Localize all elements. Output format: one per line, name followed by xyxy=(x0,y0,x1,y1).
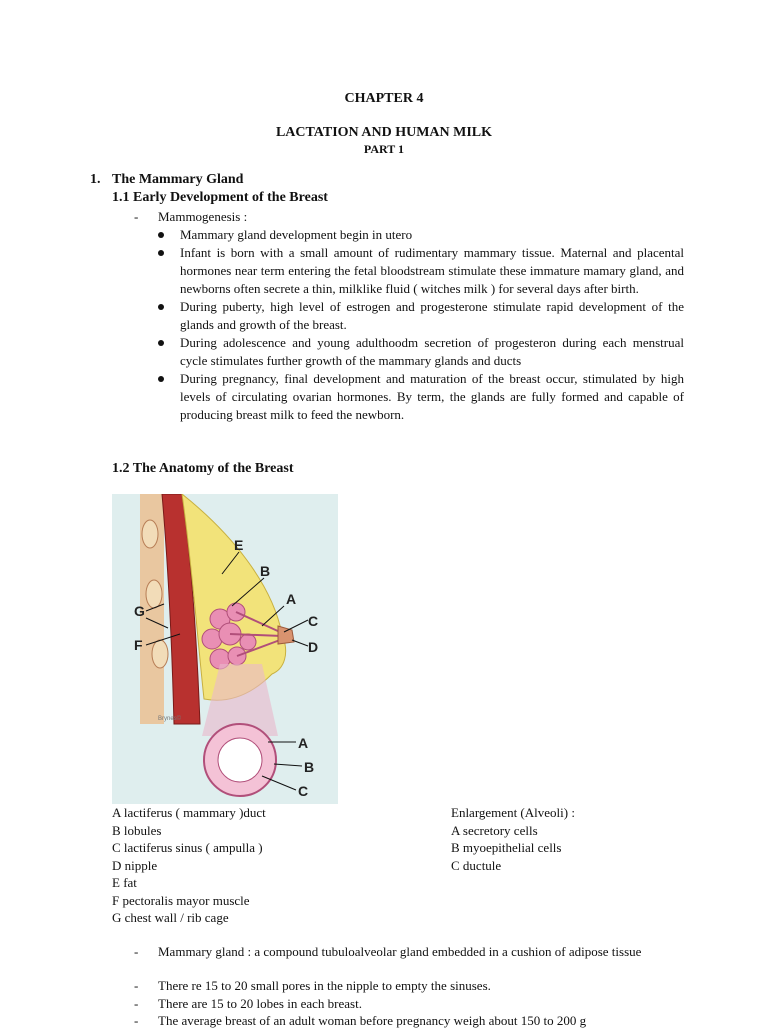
legend-item: C lactiferus sinus ( ampulla ) xyxy=(112,840,263,855)
legend-item: D nipple xyxy=(112,857,158,873)
bullet-text: During puberty, high level of estrogen and progesterone stimulate rapid development of the glands and growth of the breast. xyxy=(180,299,684,332)
figure-label-b: B xyxy=(260,563,271,579)
breast-anatomy-illustration xyxy=(112,494,338,804)
figure-label-a: A xyxy=(286,591,297,607)
bullet-item xyxy=(156,370,684,424)
section-1-heading xyxy=(90,172,243,188)
figure-legend-right xyxy=(451,804,575,874)
rib-bone xyxy=(142,520,158,548)
bullet-text: During pregnancy, final development and maturation of the breast occur, stimulated by high levels of circulating ovarian hormones. By term, the glands are fully formed and capable of producing breast milk to feed the newborn. xyxy=(180,371,684,422)
bullet-item xyxy=(156,334,684,370)
figure-label-alveoli-c: C xyxy=(298,783,309,799)
legend-item: C ductule xyxy=(451,857,502,873)
bullet-dot-icon xyxy=(158,340,164,346)
note-item xyxy=(134,943,682,961)
bullet-text: Infant is born with a small amount of rudimentary mammary tissue. Maternal and placental hormones near term entering the fetal bloodstream stimulate these immature mamary gland, and newborns often secrete a thin, milklike fluid ( witches milk ) for several days after birth. xyxy=(180,245,684,296)
figure-legend-left xyxy=(112,804,266,927)
chapter-title: LACTATION AND HUMAN MILK xyxy=(275,125,493,140)
legend-item: E fat xyxy=(112,875,137,890)
section-1-number: 1. xyxy=(90,172,101,187)
note-item xyxy=(134,1012,682,1030)
note-text: Mammary gland : a compound tubuloalveolar gland embedded in a cushion of adipose tissue xyxy=(158,944,642,959)
bullet-item xyxy=(156,226,684,244)
mammogenesis-label: Mammogenesis : xyxy=(158,209,248,224)
note-text: The average breast of an adult woman before pregnancy weigh about 150 to 200 g xyxy=(158,1013,587,1028)
dash-marker: - xyxy=(134,978,139,993)
breast-anatomy-figure xyxy=(112,494,338,804)
lobule xyxy=(240,634,256,650)
dash-marker: - xyxy=(134,1013,139,1028)
bullet-dot-icon xyxy=(158,250,164,256)
mammogenesis-item xyxy=(134,208,682,226)
legend-item: B lobules xyxy=(112,822,162,838)
figure-label-alveoli-b: B xyxy=(304,759,315,775)
dash-marker: - xyxy=(134,209,139,224)
section-1-2-heading: 1.2 The Anatomy of the Breast xyxy=(112,461,294,476)
legend-heading: Enlargement (Alveoli) : xyxy=(451,805,575,820)
note-text: There are 15 to 20 lobes in each breast. xyxy=(158,996,362,1011)
note-text: There re 15 to 20 small pores in the nipple to empty the sinuses. xyxy=(158,978,491,993)
bullet-item xyxy=(156,298,684,334)
legend-item: B myoepithelial cells xyxy=(451,840,562,855)
note-item xyxy=(134,977,682,995)
legend-item: G chest wall / rib cage xyxy=(112,910,229,925)
figure-label-alveoli-a: A xyxy=(298,735,309,751)
figure-label-e: E xyxy=(234,537,244,553)
dash-marker: - xyxy=(134,944,139,959)
legend-item: A secretory cells xyxy=(451,822,538,838)
figure-label-d: D xyxy=(308,639,319,655)
development-bullet-list xyxy=(156,226,684,424)
figure-label-g: G xyxy=(134,603,145,619)
figure-label-c: C xyxy=(308,613,319,629)
section-1-title: The Mammary Gland xyxy=(112,172,244,187)
section-1-1-heading: 1.1 Early Development of the Breast xyxy=(112,190,328,205)
bullet-text: Mammary gland development begin in utero xyxy=(180,227,413,242)
figure-credit: Brynes© xyxy=(158,716,182,722)
rib-bone xyxy=(146,580,162,608)
bullet-dot-icon xyxy=(158,376,164,382)
legend-item: A lactiferus ( mammary )duct xyxy=(112,805,266,820)
rib-bone xyxy=(152,640,168,668)
bullet-dot-icon xyxy=(158,232,164,238)
dash-marker: - xyxy=(134,996,139,1011)
alveolus-lumen xyxy=(218,738,262,782)
legend-item: F pectoralis mayor muscle xyxy=(112,892,250,908)
note-item xyxy=(134,995,682,1013)
part-label: PART 1 xyxy=(363,142,405,156)
bullet-item xyxy=(156,244,684,298)
bullet-dot-icon xyxy=(158,304,164,310)
figure-label-f: F xyxy=(134,637,143,653)
bullet-text: During adolescence and young adulthoodm secretion of progesteron during each menstrual cycle stimulates further growth of the mammary glands and ducts xyxy=(180,335,684,368)
chapter-heading: CHAPTER 4 xyxy=(344,91,424,106)
